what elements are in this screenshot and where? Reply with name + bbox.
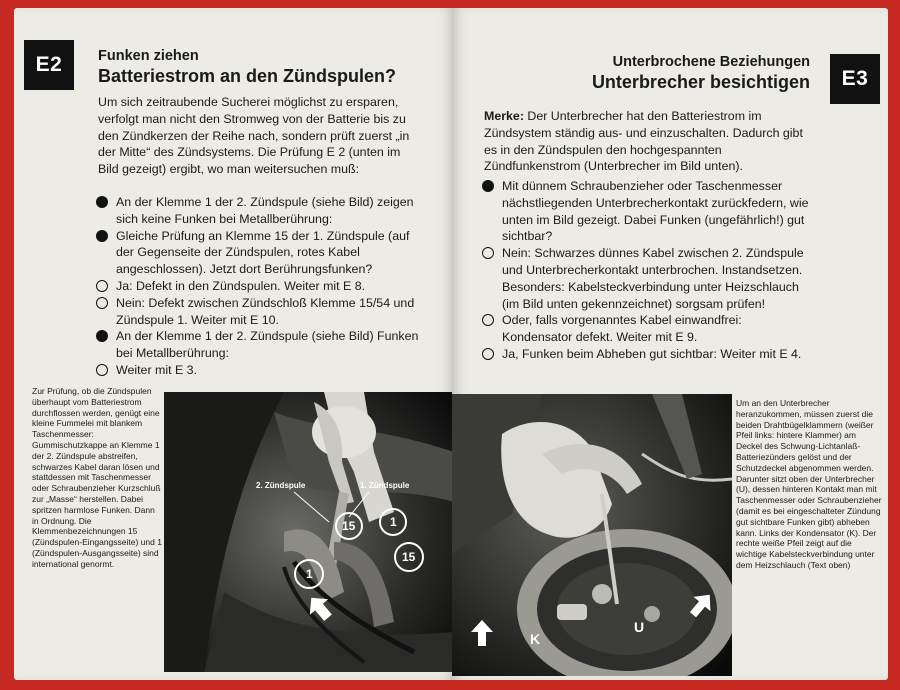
terminal-15-marker-b: 15 (402, 550, 416, 564)
ignition-coil-photo (164, 392, 454, 672)
list-item: Oder, falls vorgenanntes Kabel einwandfrei: Kondensator defekt. Weiter mit E 9. (482, 312, 812, 346)
list-item: Ja: Defekt in den Zündspulen. Weiter mit E 8. (96, 278, 426, 295)
bullet-icon (96, 280, 108, 292)
list-item: Nein: Defekt zwischen Zündschloß Klemme 15/54 und Zündspule 1. Weiter mit E 10. (96, 295, 426, 329)
right-photo-caption: Um an den Unterbrecher heranzukommen, müssen zuerst die beiden Drahtbügelklammern (weißer Pfeil links: hintere Klammer) am Deckel des Schwung-Lichtanlaß-Batteriezünders gelöst und der Schutzdeckel abgenommen werden. Darunter sitzt oben der Unterbrecher (U), dessen hinteren Kontakt man mit Taschenmesser oder Schraubenzieher (damit es bei eingeschalteter Zündung gut sichtbare Funken gibt) abheben kann. Links der Kondensator (K). Der rechte weiße Pfeil zeigt auf die wichtige Kabelsteckverbindung unter dem Heizschlauch (Text oben) (736, 398, 882, 570)
list-item: Ja, Funken beim Abheben gut sichtbar: Weiter mit E 4. (482, 346, 812, 363)
left-title: Batteriestrom an den Zündspulen? (98, 66, 397, 86)
terminal-1-marker-a: 1 (390, 515, 397, 529)
breaker-photo (452, 394, 732, 676)
bullet-icon (96, 297, 108, 309)
bullet-icon (482, 180, 494, 192)
bullet-icon (96, 364, 108, 376)
breaker-u-label: U (634, 619, 645, 635)
list-item: Gleiche Prüfung an Klemme 15 der 1. Zündspule (auf der Gegenseite der Zündspulen, rotes Kabel angeschlossen). Jetzt dort Berührungsfunken? (96, 228, 426, 278)
right-page (452, 8, 888, 680)
terminal-15-marker-a: 15 (342, 519, 356, 533)
coil2-label: 2. Zündspule (256, 481, 306, 490)
merke-label: Merke: (484, 109, 524, 123)
left-intro: Um sich zeitraubende Sucherei möglichst zu ersparen, verfolgt man nicht den Stromweg von der Batterie bis zu den Zündkerzen der Reihe nach, sondern prüft zuerst „in der Mitte“ des Zündsystems. Die Prüfung E 2 (unten im Bild gezeigt) ergibt, wo man weitersuchen muß: (98, 95, 410, 177)
list-item: An der Klemme 1 der 2. Zündspule (siehe Bild) Funken bei Metallberührung: (96, 328, 426, 362)
left-photo-caption: Zur Prüfung, ob die Zündspulen überhaupt vom Batteriestrom durchflossen werden, genügt eine kleine Fummelei mit blankem Taschenmesser: Gummischutzkappe an Klemme 1 der 2. Zündspule abstreifen, schwarzes Kabel daran lösen und stattdessen mit Taschenmesser oder Schraubenzieher Kurzschluß zur „Masse“ herstellen. Dabei spritzen harmlose Funken. Dann in Ordnung. Die Klemmenbezeichnungen 15 (Zündspulen-Eingangsseite) und 1 (Zündspulen-Ausgangsseite) sind international genormt. (32, 386, 162, 569)
section-badge-e3: E3 (830, 54, 880, 104)
right-item-list (482, 178, 812, 363)
list-item: Nein: Schwarzes dünnes Kabel zwischen 2. Zündspule und Unterbrecherkontakt unterbrochen. Instandsetzen. Besonders: Kabelsteckverbindung unter Heizschlauch (im Bild unten gekennzeichnet) sorgsam prüfen! (482, 245, 812, 312)
bullet-icon (482, 348, 494, 360)
list-item: An der Klemme 1 der 2. Zündspule (siehe Bild) zeigen sich keine Funken bei Metallberührung: (96, 194, 426, 228)
coil1-label: 1. Zündspule (360, 481, 410, 490)
list-item: Mit dünnem Schraubenzieher oder Taschenmesser nächstliegenden Unterbrecherkontakt zurückfedern, wie unten im Bild gezeigt. Dabei Funken (ungefährlich!) gut sichtbar? (482, 178, 812, 245)
merke-paragraph (484, 108, 810, 175)
right-subtitle: Unterbrochene Beziehungen (612, 54, 810, 70)
left-subtitle: Funken ziehen (98, 48, 199, 64)
section-badge-e2: E2 (24, 40, 74, 90)
terminal-1-marker-b: 1 (306, 567, 313, 581)
bullet-icon (96, 196, 108, 208)
condenser-k-label: K (530, 631, 541, 647)
list-item: Weiter mit E 3. (96, 362, 426, 379)
bullet-icon (482, 314, 494, 326)
right-title: Unterbrecher besichtigen (591, 72, 810, 92)
bullet-icon (96, 330, 108, 342)
merke-text: Der Unterbrecher hat den Batteriestrom im Zündsystem ständig aus- und einzuschalten. Dadurch gibt es in den Zündspulen den hochgespannten Zündfunkenstrom (Unterbrecher im Bild unten). (484, 109, 803, 174)
bullet-icon (482, 247, 494, 259)
bullet-icon (96, 230, 108, 242)
left-item-list (96, 194, 426, 379)
left-page (14, 8, 454, 680)
